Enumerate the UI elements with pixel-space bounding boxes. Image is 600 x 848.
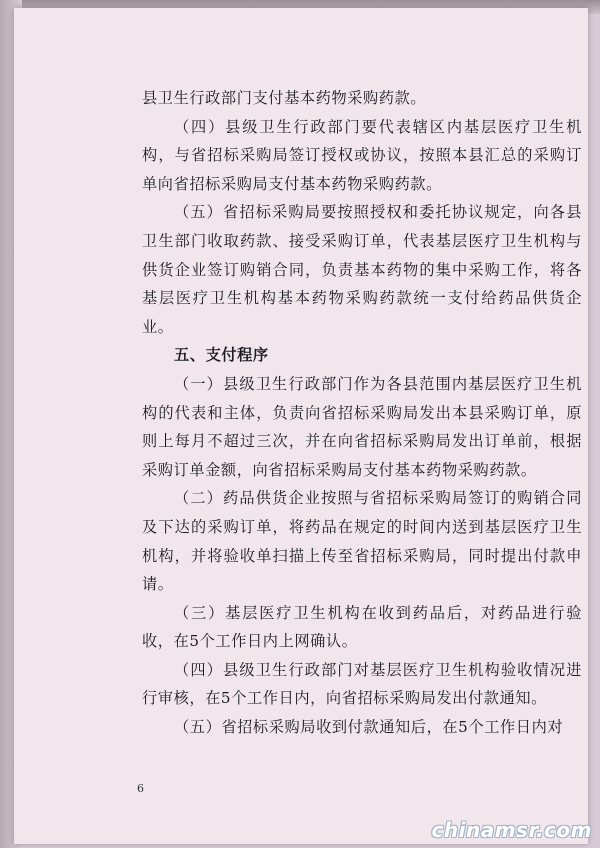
paragraph: （四）县级卫生行政部门要代表辖区内基层医疗卫生机构，与省招标采购局签订授权或协议，按照本县汇总的采购订单向省招标采购局支付基本药物采购药款。	[142, 117, 582, 193]
site-watermark: chinamsr.com	[431, 818, 592, 842]
paragraph: （四）县级卫生行政部门对基层医疗卫生机构验收情况进行审核，在5个工作日内，向省招标采购局发出付款通知。	[142, 660, 582, 708]
paragraph: （一）县级卫生行政部门作为各县范围内基层医疗卫生机构的代表和主体，负责向省招标采购局发出本县采购订单，原则上每月不超过三次，并在向省招标采购局发出订单前，根据采购订单金额，向省招标采购局支付基本药物采购药款。	[142, 374, 582, 479]
paragraph: 县卫生行政部门支付基本药物采购药款。	[142, 89, 427, 107]
document-body	[142, 84, 582, 742]
paragraph: （三）基层医疗卫生机构在收到药品后，对药品进行验收，在5个工作日内上网确认。	[142, 603, 582, 651]
paragraph: （五）省招标采购局收到付款通知后，在5个工作日内对	[174, 718, 564, 737]
paragraph: （五）省招标采购局要按照授权和委托协议规定，向各县卫生部门收取药款、接受采购订单，代表基层医疗卫生机构与供货企业签订购销合同，负责基本药物的集中采购工作，将各基层医疗卫生机构基本药物采购药款统一支付给药品供货企业。	[142, 203, 582, 336]
page-number: 6	[137, 782, 144, 795]
paragraph: （二）药品供货企业按照与省招标采购局签订的购销合同及下达的采购订单，将药品在规定的时间内送到基层医疗卫生机构，并将验收单扫描上传至省招标采购局，同时提出付款申请。	[142, 489, 582, 594]
section-heading: 五、支付程序	[174, 346, 269, 365]
document-page	[14, 8, 588, 844]
